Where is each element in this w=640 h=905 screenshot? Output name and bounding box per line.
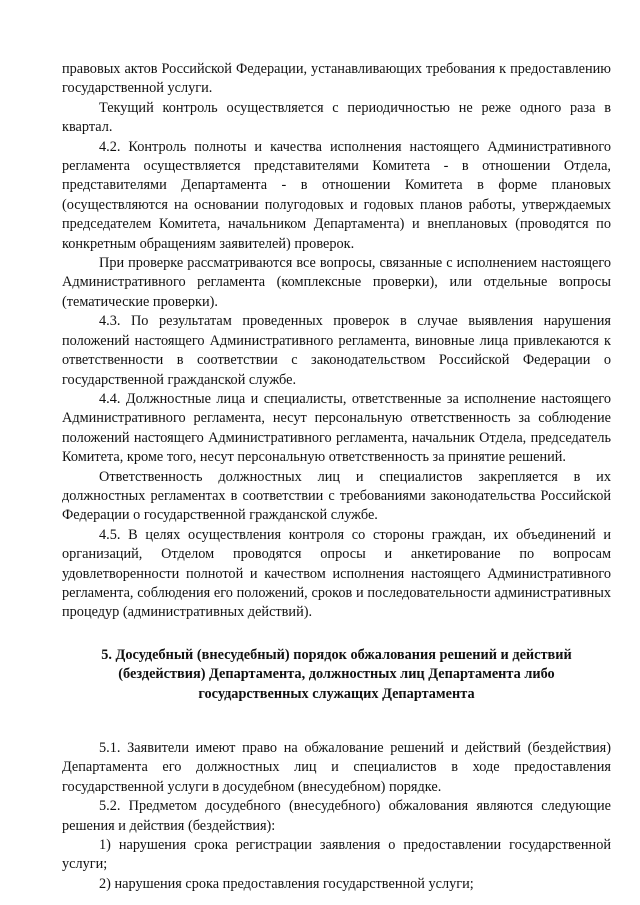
section-spacer: [62, 704, 611, 739]
paragraph-4-3: 4.3. По результатам проведенных проверок в случае выявления нарушения положений настоящего Административного регламента, виновные лица привлекаются к ответственности в соответствии с законодательством Российской Федерации о государственной гражданской службе.: [62, 313, 611, 388]
paragraph-continuation: правовых актов Российской Федерации, устанавливающих требования к предоставлению государственной услуги.: [62, 61, 611, 97]
paragraph-current-control: Текущий контроль осуществляется с периодичностью не реже одного раза в квартал.: [62, 99, 611, 136]
paragraph-5-2: 5.2. Предметом досудебного (внесудебного) обжалования являются следующие решения и действия (бездействия):: [62, 798, 611, 834]
paragraph-4-4: 4.4. Должностные лица и специалисты, ответственные за исполнение настоящего Административного регламента, несут персональную ответственность за соблюдение положений настоящего Административного регламента, начальник Отдела, председатель Комитета, кроме того, несут персональную ответственность за принятие решений.: [62, 390, 611, 466]
paragraph-4-5: 4.5. В целях осуществления контроля со стороны граждан, их объединений и организаций, Отделом проводятся опросы и анкетирование по вопросам удовлетворенности полнотой и качеством исполнения настоящего Административного регламента, соблюдения его положений, сроков и последовательности административных процедур (административных действий).: [62, 526, 611, 621]
paragraph-inspection-scope: При проверке рассматриваются все вопросы, связанные с исполнением настоящего Административного регламента (комплексные проверки), или отдельные вопросы (тематические проверки).: [62, 255, 611, 310]
document-page: [62, 60, 611, 894]
section-5-heading: 5. Досудебный (внесудебный) порядок обжалования решений и действий (бездействия) Департамента, должностных лиц Департамента либо государственных служащих Департамента: [101, 646, 572, 702]
list-item-2: 2) нарушения срока предоставления государственной услуги;: [99, 875, 474, 892]
list-item-1: 1) нарушения срока регистрации заявления о предоставлении государственной услуги;: [62, 837, 611, 873]
paragraph-5-1: 5.1. Заявители имеют право на обжалование решений и действий (бездействия) Департамента его должностных лиц и специалистов в ходе предоставления государственной услуги в досудебном (внесудебном) порядке.: [62, 740, 611, 795]
paragraph-4-2: 4.2. Контроль полноты и качества исполнения настоящего Административного регламента осуществляется представителями Комитета - в отношении Отдела, представителями Департамента - в отношении Комитета в форме плановых (осуществляются на основании полугодовых и годовых планов работы, утверждаемых председателем Комитета, начальником Департамента) и внеплановых (проводятся по конкретным обращениям заявителей) проверок.: [62, 138, 611, 252]
paragraph-responsibility: Ответственность должностных лиц и специалистов закрепляется в их должностных регламентах в соответствии с требованиями законодательства Российской Федерации о государственной гражданской службе.: [62, 468, 611, 524]
